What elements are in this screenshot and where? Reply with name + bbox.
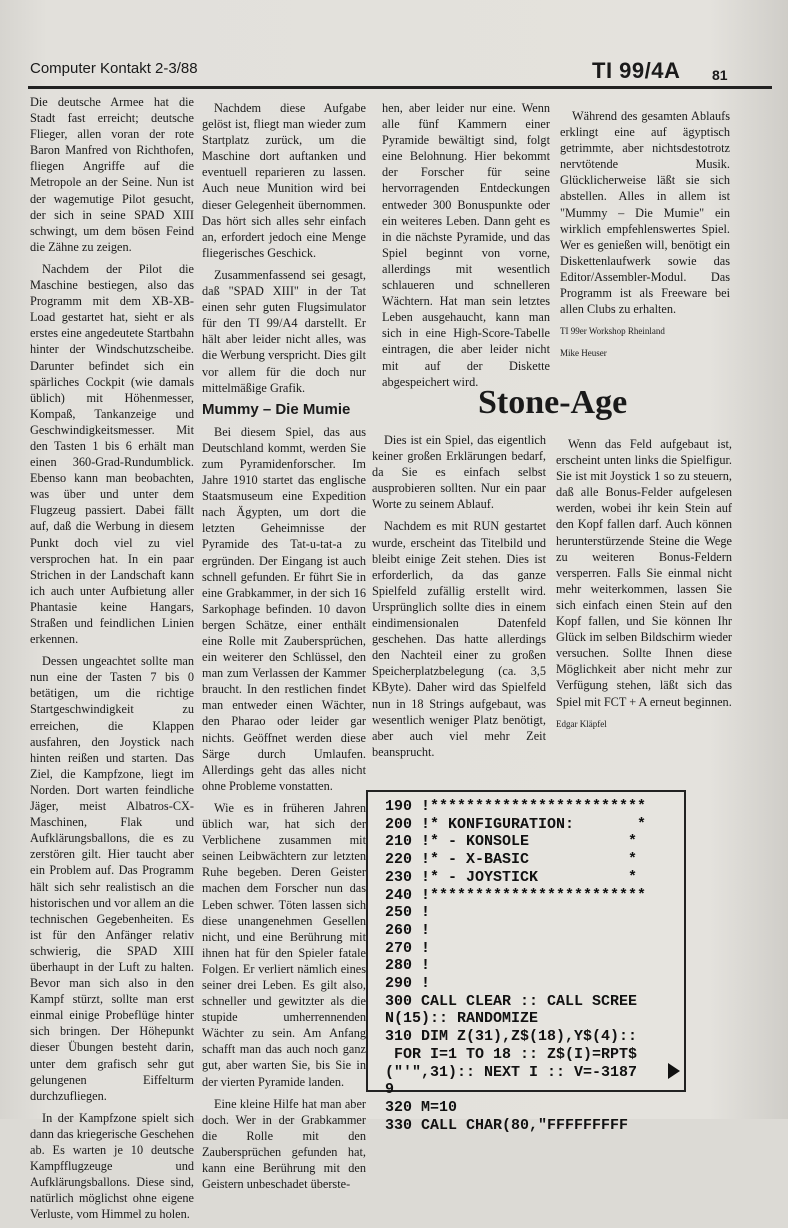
- column-2: [202, 100, 366, 1198]
- program-listing: 190 !************************ 200 !* KONFIGURATION: * 210 !* - KONSOLE * 220 !* - X-BASIC * 230 !* - JOYSTICK * 240 !************************ 250 ! 260 ! 270 ! 280 ! 290 ! 300 CALL CLEAR :: CALL SCREE N(15):: RANDOMIZE 310 DIM Z(31),Z$(18),Y$(4):: FOR I=1 TO 18 :: Z$(I)=RPT$ ("'",31):: NEXT I :: V=-3187 9 320 M=10 330 CALL CHAR(80,"FFFFFFFFF: [385, 798, 647, 1134]
- credit-author: Mike Heuser: [560, 348, 607, 359]
- paragraph: Nachdem es mit RUN gestartet wurde, erscheint das Titelbild und bleibt einige Zeit stehen. Dies ist erforderlich, da das ganze Spielfeld zufällig erstellt wird. Ursprünglich sollte dies in einem eindimensionalen Datenfeld geschehen. Das hatte allerdings den Nachteil einer zu großen Speicherplatzbelegung (ca. 3,5 KByte). Daher wird das Spielfeld nun in 18 Strings aufgebaut, was wesentlich weniger Platz benötigt, aber auch viel mehr Zeit beansprucht.: [372, 519, 546, 759]
- column-5: [372, 432, 546, 766]
- paragraph: Zusammenfassend sei gesagt, daß "SPAD XIII" in der Tat einen sehr guten Flugsimulator für den TI 99/A4 darstellt. Er hält aber leider nicht alles, was die Werbung verspricht. Dies gilt vor allem für die doch nur mittelmäßige Grafik.: [202, 267, 366, 395]
- paragraph: Wie es in früheren Jahren üblich war, hat sich der Verblichene zusammen mit seinen Leibwächtern zur letzten Ruhe begeben. Deren Geister machen dem Forscher nun das Leben schwer. Töten lassen sich diese unangenehmen Gesellen nicht, und eine Berührung mit ihnen hat für den Spieler fatale Folgen. Er verliert nämlich eines seiner drei Leben. Es gilt also, schneller und gewitzter als die stupide umherrennenden Wächter zu sein. Am Anfang schafft man das auch noch ganz gut, aber warten Sie, bis Sie in der vierten Pyramide landen.: [202, 800, 366, 1089]
- paragraph: Nachdem diese Aufgabe gelöst ist, fliegt man wieder zum Startplatz zurück, um die Maschine dort auftanken und eventuell reparieren zu lassen. Auch neue Munition wird bei dieser Gelegenheit übernommen. Das hört sich alles sehr einfach an, erfordert jedoch eine Menge fliegerisches Geschick.: [202, 101, 366, 260]
- column-4: [560, 108, 730, 367]
- header-rule: [28, 86, 772, 89]
- page-number: 81: [712, 67, 728, 83]
- paragraph: Während des gesamten Ablaufs erklingt eine auf ägyptisch getrimmte, aber nichtsdestotrotz nervtötende Musik. Glücklicherweise läßt sie sich abstellen. Alles in allem ist "Mummy – Die Mumie" ein wirklich empfehlenswertes Spiel. Wer es genießen will, benötigt ein Diskettenlaufwerk sowie das Editor/Assembler-Modul. Das Programm ist als Freeware bei allen Clubs zu erhalten.: [560, 109, 730, 317]
- continue-arrow-icon: [668, 1063, 680, 1079]
- paragraph: Bei diesem Spiel, das aus Deutschland kommt, werden Sie zum Pyramidenforscher. Im Jahre 1910 startet das englische Staatsmuseum eine Expedition nach Ägypten, um dort die letzten Geheimnisse der Pyramide des Tat-u-tat-a zu ergründen. Der Eingang ist auch schnell gefunden. Er führt Sie in eine Grabkammer, in der sich 16 Sarkophage befinden. 10 davon bergen Schätze, einer enthält eine Rolle mit Zaubersprüchen, ein weiterer den Schlüssel, den man zum Verlassen der Kammer braucht. In den restlichen findet man entweder einen Wächter, den Pharao oder leider gar nichts. Geöffnet werden diese Särge durch Umlaufen. Allerdings geht das alles nicht ohne Probleme vonstatten.: [202, 424, 366, 793]
- column-6: [556, 436, 732, 738]
- stone-age-heading: Stone-Age: [478, 384, 628, 421]
- paragraph: Wenn das Feld aufgebaut ist, erscheint unten links die Spielfigur. Sie ist mit Joystick 1 so zu steuern, daß alle Bonus-Felder aufgelesen werden, wobei ihr kein Stein auf den Kopf fallen darf. Auch können herunterstürzende Steine die Wege zu weiteren Bonus-Feldern versperren. Falls Sie einmal nicht mehr weiterkommen, lassen Sie sich einfach einen Stein auf den Kopf fallen, und Sie können Ihr Glück im selben Bildschirm wieder versuchen. Sollte Ihnen diese Möglichkeit aber nicht mehr zur Verfügung stehen, läßt sich das Spiel mit FCT + A erneut beginnen.: [556, 437, 732, 709]
- paragraph: In der Kampfzone spielt sich dann das kriegerische Geschehen ab. Es warten je 10 deutsche Kampfflugzeuge und Aufklärungsballons. Diese sind, natürlich möglichst ohne eigene Verluste, vom Himmel zu holen.: [30, 1110, 194, 1222]
- credit-club: TI 99er Workshop Rheinland: [560, 326, 665, 337]
- column-1: [30, 94, 194, 1228]
- section-title: TI 99/4A: [592, 58, 681, 83]
- paragraph: Dies ist ein Spiel, das eigentlich keiner großen Erklärungen bedarf, da Sie es einfach selbst ausprobieren sollten. Nur ein paar Worte zu seinem Ablauf.: [372, 433, 546, 512]
- mummy-subheading: Mummy – Die Mumie: [202, 400, 351, 418]
- paragraph: Die deutsche Armee hat die Stadt fast erreicht; deutsche Flieger, allen voran der rote Baron Manfred von Richthofen, fliegen Angriffe auf die Metropole an der Seine. Nun ist der wagemutige Pilot gesucht, der sich in seine SPAD XIII schwingt, um dem bösen Feind die Zähne zu zeigen.: [30, 95, 194, 254]
- column-3: [382, 100, 550, 396]
- paragraph: Eine kleine Hilfe hat man aber doch. Wer in der Grabkammer die Rolle mit den Zaubersprüchen gefunden hat, kann eine Berührung mit den Geistern unbeschadet überste-: [202, 1096, 366, 1192]
- program-listing-box: [366, 790, 686, 1134]
- paragraph: Dessen ungeachtet sollte man nun eine der Tasten 7 bis 0 betätigen, um die richtige Startgeschwindigkeit zu erreichen, die Klappen ausfahren, den Joystick nach hinten reißen und starten. Das Ziel, die Kampfzone, liegt im Norden. Dort warten feindliche Jäger, meist Albatros-CX-Maschinen, Flak und Aufklärungsballons, die es zu zerstören gilt. Hier taucht aber ein Problem auf. Das Programm hält sich sehr realistisch an die historischen und vor allem an die technischen Gegebenheiten. Es ist für den Anfänger relativ schwierig, die SPAD XIII überhaupt in der Luft zu halten. Bevor man sich also in den Kampf stürzt, sollte man erst einmal einige Probeflüge hinter sich bringen. Der Höhepunkt dieser Übungen besteht darin, unter dem grafisch sehr gut gelungenen Eiffelturm durchzufliegen.: [30, 654, 194, 1103]
- paragraph: Nachdem der Pilot die Maschine bestiegen, also das Programm mit dem XB-XB-Load gestartet hat, sieht er als erstes eine angedeutete Startbahn hinter der Windschutzscheibe. Darunter befindet sich ein spärliches Cockpit (wie damals üblich) mit Höhenmesser, Kompaß, Tankanzeige und Geschwindigkeitsmesser. Mit den Tasten 1 bis 6 erhält man einen 360-Grad-Rundumblick. Ebenso kann man beobachten, was über und unter dem Flugzeug passiert. Dabei fällt auf, daß die Werbung in diesem Punkt doch viel zu viel versprochen hat. In ein paar Strichen in der Landschaft kann ich auch unter Aufbietung aller Phantasie keine Hangars, Straßen und feindlichen Linien erkennen.: [30, 261, 194, 647]
- magazine-issue: Computer Kontakt 2-3/88: [30, 60, 198, 77]
- credit-author: Edgar Kläpfel: [556, 718, 607, 729]
- paragraph: hen, aber leider nur eine. Wenn alle fünf Kammern einer Pyramide bewältigt sind, folgt eine Belohnung. Hier bekommt der Forscher für seine hervorragenden Entdeckungen entweder 300 Bonuspunkte oder ein weiteres Leben. Dann geht es in die nächste Pyramide, und das Spiel beginnt von vorne, allerdings mit wesentlich schlaueren und schnelleren Wächtern. Hat man sein letztes Leben ausgehaucht, kann man sich in eine High-Score-Tabelle eintragen, die aber leider nicht mit auf der Diskette abgespeichert wird.: [382, 101, 550, 389]
